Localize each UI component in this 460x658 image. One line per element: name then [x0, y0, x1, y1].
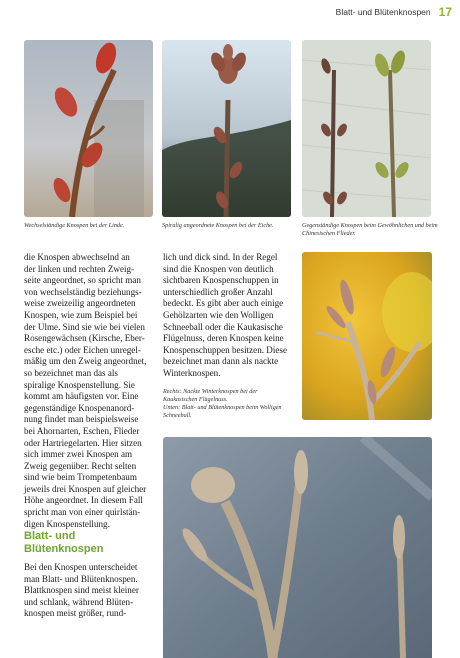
- body-text-col1-bottom: [24, 562, 164, 620]
- running-header: [336, 5, 452, 19]
- photo-linde-buds: [24, 40, 153, 217]
- body-text-col1: [24, 252, 159, 530]
- paragraph-bud-arrangement: die Knospen abwechselnd an der linken und rechten Zweig- seite angeordnet, so spricht man von wechselständig beziehungs- weise zweizeilig angeordneten Knospen, wie zum Beispiel bei der Ulme. Sind sie wie bei vielen Rosengewächsen (Kirsche, Eber- esche etc.) oder Eichen unregel- mäßig um den Zweig angeordnet, so bezeichnet man das als spiralige Knospenstellung. Sie kommt am häufigsten vor. Eine gegenständige Knospenanord- nung findet man beispielsweise bei Ahornarten, Eschen, Flieder oder Hartriegelarten. Hier sitzen sich immer zwei Knospen am Zweig gegenüber. Recht selten sind wie beim Trompetenbaum jeweils drei Knospen auf gleicher Höhe angeordnet. In diesem Fall spricht man von einer quirlstän- digen Knospenstellung.: [24, 252, 147, 529]
- caption-flieder: Gegenständige Knospen beim Gewöhnlichen und beim Chinesischen Flieder.: [302, 222, 438, 237]
- paragraph-bud-scales: lich und dick sind. In der Regel sind die Knospen von deutlich sichtbaren Knospenschuppen in unterschiedlich großer Anzahl bedeckt. Es gibt aber auch einige Gehölzarten wie den Wolligen Schneeball oder die Kaukasische Flügelnuss, deren Knospen keine Knospenschuppen besitzen. Diese bezeichnet man dann als nackte Winterknospen.: [163, 252, 287, 378]
- section-heading: Blatt- und Blütenknospen: [24, 530, 104, 555]
- photo-eiche-buds: [162, 40, 291, 217]
- body-text-col2: [163, 252, 301, 380]
- caption-eiche: Spiralig angeordnete Knospen bei der Eiche.: [162, 222, 274, 229]
- photo-flieder-buds: [302, 40, 431, 217]
- paragraph-blatt-bluete: Bei den Knospen unterscheidet man Blatt- und Blütenknospen. Blattknospen sind meist kleiner und schlank, während Blüten- knospen meist größer, rund-: [24, 562, 139, 619]
- page-number: 17: [438, 5, 452, 19]
- header-title: Blatt- und Blütenknospen: [335, 7, 431, 17]
- photo-fluegelnuss-buds: [302, 252, 432, 420]
- photo-schneeball-buds: [163, 437, 432, 658]
- caption-right-bottom: Rechts: Nackte Winterknospen bei der Kaukasischen Flügelnuss. Unten: Blatt- und Blütenknospen beim Wolligen Schneeball.: [163, 388, 282, 419]
- caption-linde: Wechselständige Knospen bei der Linde.: [24, 222, 125, 229]
